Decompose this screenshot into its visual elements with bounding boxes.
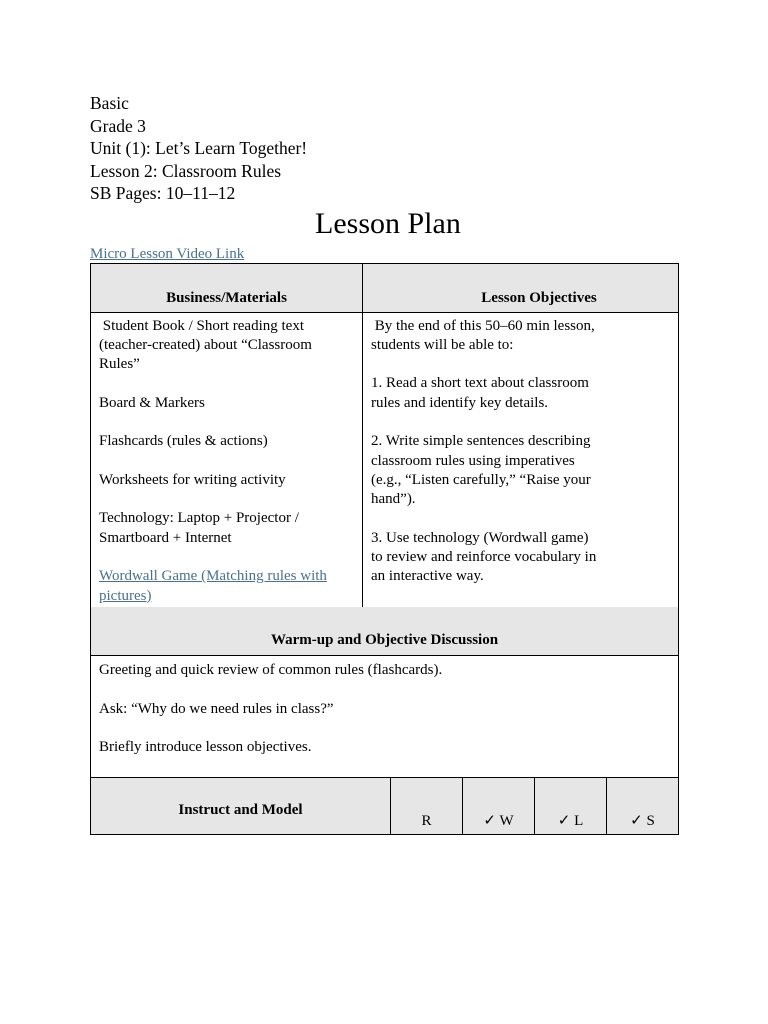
objective-item: 3. Use technology (Wordwall game) to review and reinforce vocabulary in an interactive way. [371,529,597,585]
sb-pages: SB Pages: 10–11–12 [90,183,236,203]
objective-item: 2. Write simple sentences describing classroom rules using imperatives (e.g., “Listen carefully,” “Raise your hand”). [371,433,591,508]
warmup-item: Briefly introduce lesson objectives. [99,739,312,756]
micro-lesson-video-link[interactable]: Micro Lesson Video Link [90,246,245,262]
warmup-cell [90,655,679,778]
material-item: Worksheets for writing activity [99,471,286,488]
page-title: Lesson Plan [315,207,461,240]
materials-cell [90,312,363,607]
material-item: Student Book / Short reading text (teacher-created) about “Classroom Rules” [99,317,312,373]
warmup-header: Warm-up and Objective Discussion [90,607,679,656]
instruct-model-header: Instruct and Model [90,777,391,835]
wordwall-game-link[interactable]: Wordwall Game (Matching rules with pictures) [99,568,327,604]
lesson-title: Lesson 2: Classroom Rules [90,160,282,181]
unit-title: Unit (1): Let’s Learn Together! [90,138,308,158]
skill-cell-writing: ✓ W [462,777,535,835]
objective-item: 1. Read a short text about classroom rules and identify key details. [371,375,589,411]
objective-intro: By the end of this 50–60 min lesson, students will be able to: [371,317,595,353]
skill-cell-speaking: ✓ S [606,777,679,835]
objectives-cell [362,312,679,607]
lesson-info [90,92,307,205]
warmup-item: Ask: “Why do we need rules in class?” [99,700,334,717]
material-item: Flashcards (rules & actions) [99,433,268,450]
material-item: Board & Markers [99,394,205,411]
skill-cell-reading: R [390,777,463,835]
warmup-item: Greeting and quick review of common rules (flashcards). [99,662,443,678]
lesson-plan-table [90,263,679,835]
level-label: Basic [90,93,129,113]
skill-cell-listening: ✓ L [534,777,607,835]
grade-label: Grade 3 [90,115,146,136]
objectives-header: Lesson Objectives [362,263,679,313]
material-item: Technology: Laptop + Projector / Smartboard + Internet [99,510,299,546]
materials-header: Business/Materials [90,263,363,313]
